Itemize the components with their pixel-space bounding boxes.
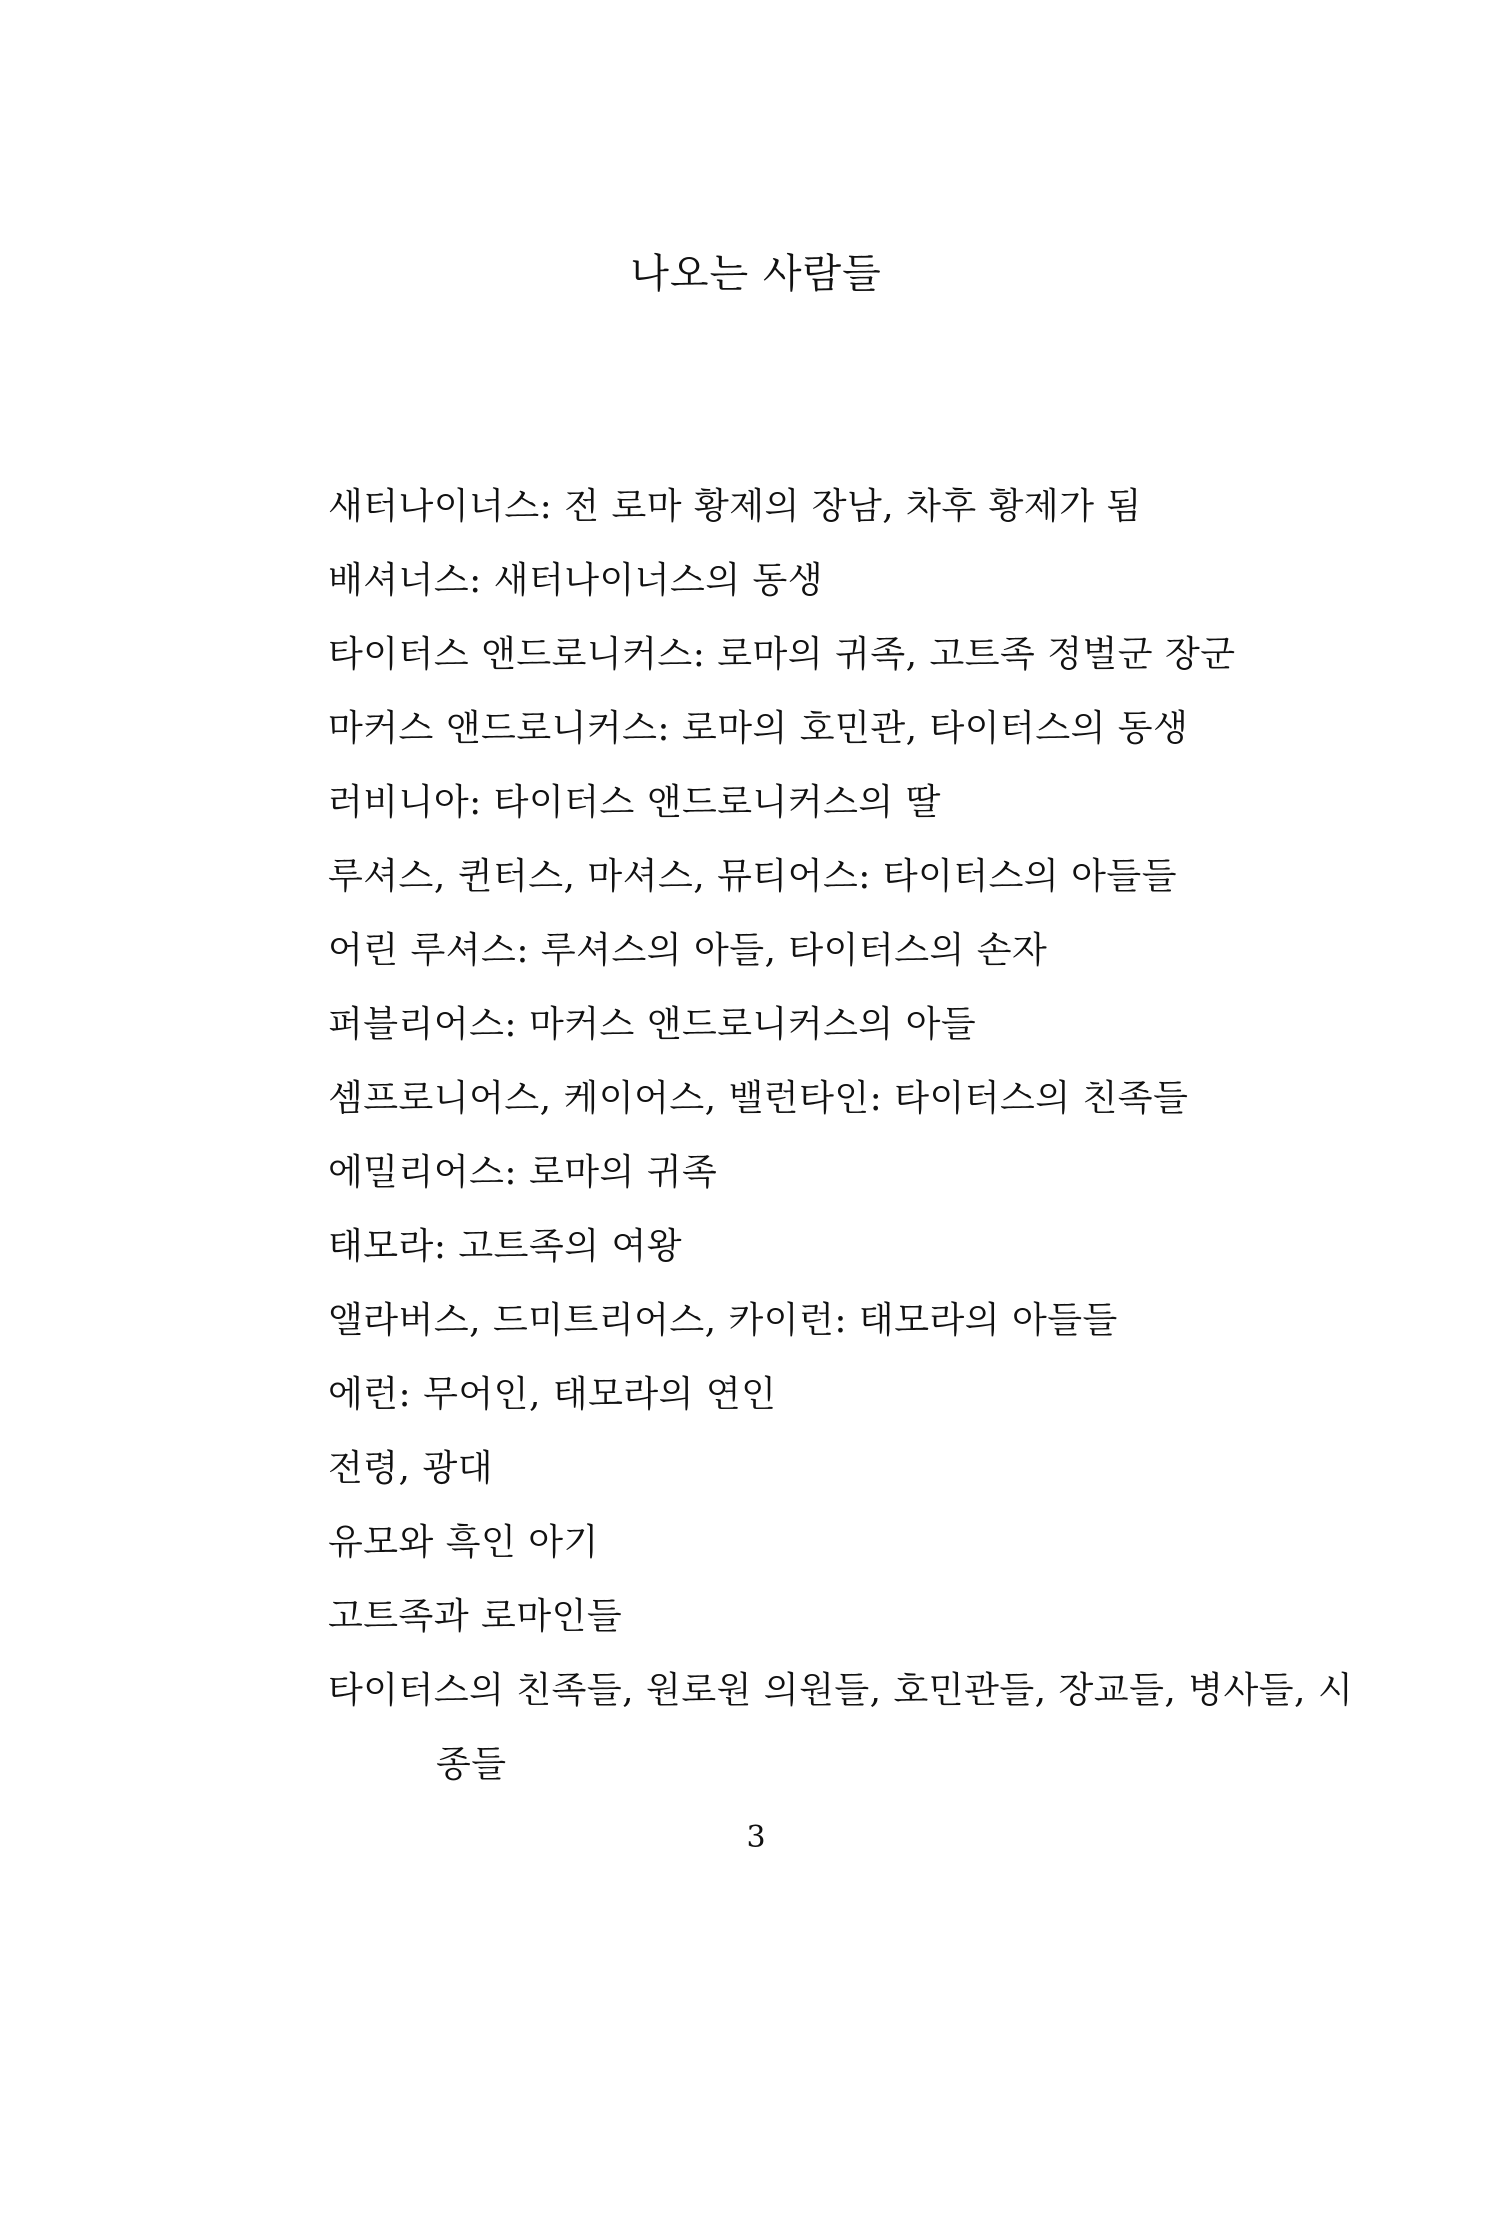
cast-item: 새터나이너스: 전 로마 황제의 장남, 차후 황제가 됨 [328, 486, 1142, 527]
cast-item: 에밀리어스: 로마의 귀족 [328, 1152, 718, 1193]
cast-item: 러비니아: 타이터스 앤드로니커스의 딸 [328, 782, 941, 823]
cast-item: 루셔스, 퀸터스, 마셔스, 뮤티어스: 타이터스의 아들들 [328, 856, 1177, 897]
cast-item: 유모와 흑인 아기 [328, 1522, 599, 1563]
cast-item: 고트족과 로마인들 [328, 1596, 623, 1637]
cast-item: 타이터스 앤드로니커스: 로마의 귀족, 고트족 정벌군 장군 [328, 634, 1236, 675]
cast-item: 퍼블리어스: 마커스 앤드로니커스의 아들 [328, 1004, 977, 1045]
cast-item: 마커스 앤드로니커스: 로마의 호민관, 타이터스의 동생 [328, 708, 1189, 749]
cast-item: 전령, 광대 [328, 1448, 493, 1489]
cast-item: 배셔너스: 새터나이너스의 동생 [328, 560, 824, 601]
cast-list [328, 470, 1354, 1802]
cast-item: 태모라: 고트족의 여왕 [328, 1226, 682, 1267]
cast-item: 어린 루셔스: 루셔스의 아들, 타이터스의 손자 [328, 930, 1048, 971]
page-number: 3 [746, 1820, 766, 1855]
page-title: 나오는 사람들 [630, 251, 882, 297]
cast-item: 셈프로니어스, 케이어스, 밸런타인: 타이터스의 친족들 [328, 1078, 1189, 1119]
cast-item: 타이터스의 친족들, 원로원 의원들, 호민관들, 장교들, 병사들, 시종들 [328, 1670, 1354, 1785]
cast-item: 앨라버스, 드미트리어스, 카이런: 태모라의 아들들 [328, 1300, 1118, 1341]
cast-item: 에런: 무어인, 태모라의 연인 [328, 1374, 777, 1415]
